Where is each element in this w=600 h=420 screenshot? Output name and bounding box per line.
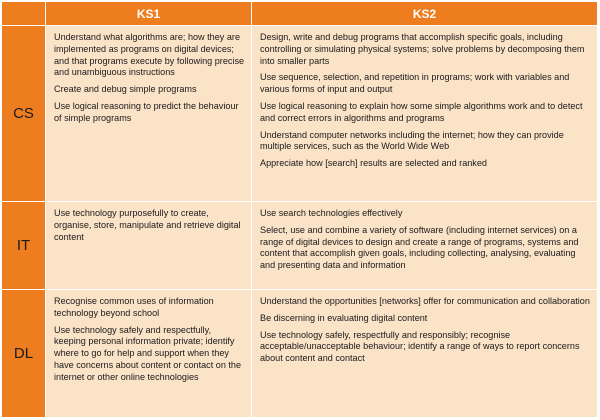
cs-ks1-item: Create and debug simple programs <box>54 84 197 95</box>
cs-ks1-item: Use logical reasoning to predict the behaviour of simple programs <box>54 100 239 123</box>
header-corner <box>2 2 46 26</box>
dl-ks2-cell <box>252 290 598 418</box>
it-ks2-item: Use search technologies effectively <box>260 208 403 218</box>
it-ks2-cell <box>252 202 598 290</box>
dl-ks1-item: Use technology safely and respectfully, keeping personal information private; identify where to go for help and support when they have concerns about content or contact on the internet or other online technologies <box>54 324 242 382</box>
curriculum-table <box>2 2 598 418</box>
cs-ks2-item: Design, write and debug programs that accomplish specific goals, including controlling or simulating physical systems; solve problems by decomposing them into smaller parts <box>260 32 585 66</box>
cs-ks1-item: Understand what algorithms are; how they are implemented as programs on digital devices; and that programs execute by following precise and unambiguous instructions <box>54 32 245 78</box>
cs-ks2-item: Use sequence, selection, and repetition in programs; work with variables and various forms of input and output <box>260 72 570 95</box>
dl-ks2-item: Understand the opportunities [networks] offer for communication and collaboration <box>260 296 590 306</box>
it-ks1-item: Use technology purposefully to create, organise, store, manipulate and retrieve digital content <box>54 208 241 242</box>
dl-ks1-cell <box>46 290 252 418</box>
dl-ks2-item: Use technology safely, respectfully and responsibly; recognise acceptable/unacceptable behaviour; identify a range of ways to report concerns about content and contact <box>260 329 580 364</box>
it-ks2-item: Select, use and combine a variety of software (including internet services) on a range of digital devices to design and create a range of programs, systems and content that accomplish given goals, including collecting, analysing, evaluating and presenting data and information <box>260 224 579 271</box>
cs-ks2-item: Understand computer networks including the internet; how they can provide multiple services, such as the World Wide Web <box>260 129 564 152</box>
cs-ks1-cell <box>46 26 252 202</box>
header-ks2: KS2 <box>252 2 598 26</box>
row-label-cs: CS <box>2 26 46 202</box>
cs-ks2-item: Appreciate how [search] results are selected and ranked <box>260 158 487 169</box>
cs-ks2-item: Use logical reasoning to explain how some simple algorithms work and to detect and correct errors in algorithms and programs <box>260 100 583 123</box>
row-label-it: IT <box>2 202 46 290</box>
header-ks1: KS1 <box>46 2 252 26</box>
row-label-dl: DL <box>2 290 46 418</box>
dl-ks2-item: Be discerning in evaluating digital content <box>260 312 428 323</box>
it-ks1-cell <box>46 202 252 290</box>
dl-ks1-item: Recognise common uses of information technology beyond school <box>54 296 214 318</box>
cs-ks2-cell <box>252 26 598 202</box>
